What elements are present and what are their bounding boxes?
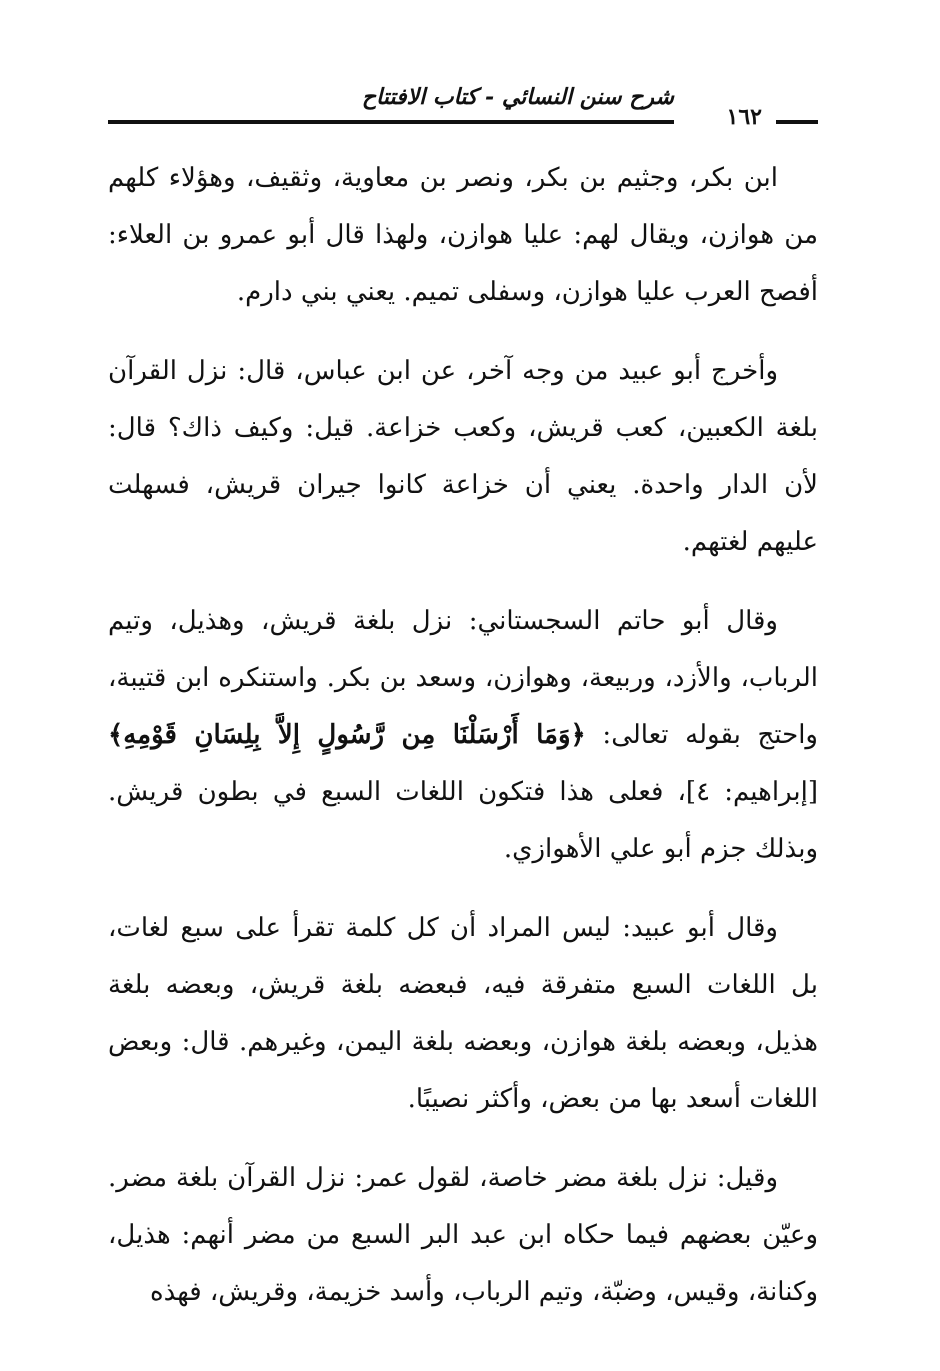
paragraph-text: [إبراهيم: ٤]، فعلى هذا فتكون اللغات السبع في بطون قريش. وبذلك جزم أبو علي الأهوازي. [108, 777, 818, 864]
quran-verse: ﴿وَمَا أَرْسَلْنَا مِن رَّسُولٍ إِلاَّ بِلِسَانِ قَوْمِهِ﴾ [108, 720, 586, 750]
paragraph [108, 593, 818, 878]
header-rule-long [108, 120, 674, 124]
page-header [108, 84, 818, 130]
paragraph: ابن بكر، وجثيم بن بكر، ونصر بن معاوية، وثقيف، وهؤلاء كلهم من هوازن، ويقال لهم: عليا هوازن، ولهذا قال أبو عمرو بن العلاء: أفصح العرب عليا هوازن، وسفلى تميم. يعني بني دارم. [108, 163, 818, 307]
running-title: شرح سنن النسائي - كتاب الافتتاح [361, 84, 674, 110]
paragraph: وقال أبو عبيد: ليس المراد أن كل كلمة تقرأ على سبع لغات، بل اللغات السبع متفرقة فيه، فبعضه بلغة قريش، وبعضه بلغة هذيل، وبعضه بلغة هوازن، وبعضه بلغة اليمن، وغيرهم. قال: وبعض اللغات أسعد بها من بعض، وأكثر نصيبًا. [108, 913, 818, 1114]
paragraph: وقيل: نزل بلغة مضر خاصة، لقول عمر: نزل القرآن بلغة مضر. وعيّن بعضهم فيما حكاه ابن عبد البر السبع من مضر أنهم: هذيل، وكنانة، وقيس، وضبّة، وتيم الرباب، وأسد خزيمة، وقريش، فهذه [108, 1163, 818, 1307]
header-rule-short [776, 120, 818, 124]
paragraph: وأخرج أبو عبيد من وجه آخر، عن ابن عباس، قال: نزل القرآن بلغة الكعبين، كعب قريش، وكعب خزاعة. قيل: وكيف ذاك؟ قال: لأن الدار واحدة. يعني أن خزاعة كانوا جيران قريش، فسهلت عليهم لغتهم. [108, 356, 818, 557]
page-number: ١٦٢ [726, 104, 762, 130]
paragraph-text: وقال أبو حاتم السجستاني: نزل بلغة قريش، وهذيل، وتيم الرباب، والأزد، وربيعة، وهوازن، وسعد بن بكر. واستنكره ابن قتيبة، واحتج بقوله تعالى: [108, 606, 818, 750]
page-body [108, 150, 818, 1343]
